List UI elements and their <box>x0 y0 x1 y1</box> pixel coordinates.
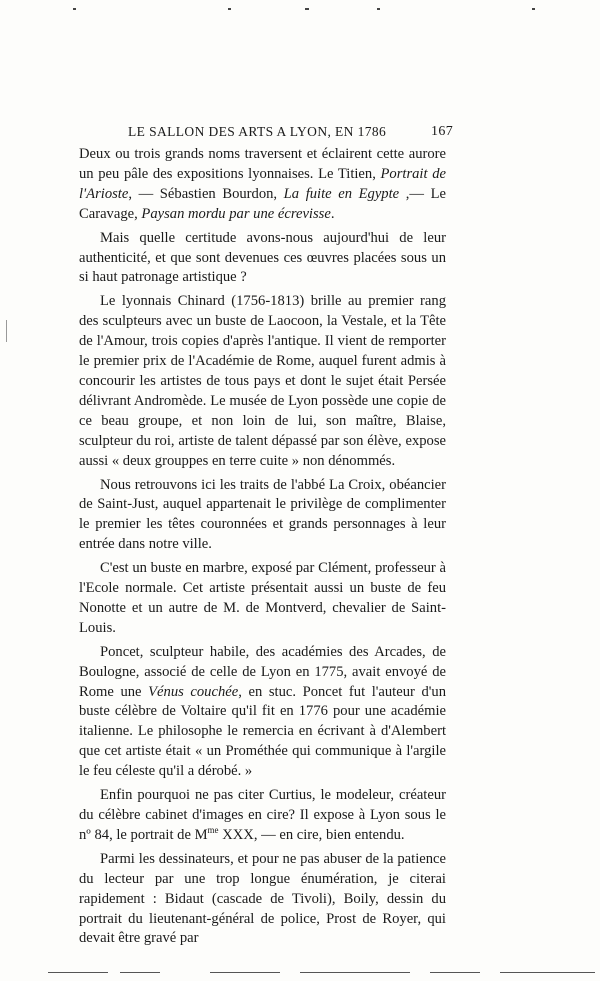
artwork-title: Portrait de l'Arioste <box>79 165 446 202</box>
paragraph-1 <box>79 145 446 225</box>
text-run: , en stuc. Poncet fut l'auteur d'un buste célèbre de Voltaire qu'il fit en 1776 pour une académie italienne. Le philosophe le remercia en écrivant à d'Alembert que cet artiste était « un Prométhée qui communique à l'argile le feu céleste qu'il a dérobé. » <box>79 683 446 780</box>
page-number: 167 <box>431 124 454 139</box>
scan-mark <box>228 8 231 10</box>
paragraph-6 <box>79 643 446 782</box>
text-run: ,— Le Caravage, <box>79 185 446 222</box>
margin-mark <box>6 320 7 342</box>
artwork-title: La fuite en Egypte <box>283 185 400 202</box>
artwork-title: Vénus couchée <box>148 683 239 700</box>
paragraph-4: Nous retrouvons ici les traits de l'abbé La Croix, obéancier de Saint-Just, auquel appartenait le privilège de complimenter le premier les têtes couronnées et grands personnages à leur entrée dans notre ville. <box>79 476 446 553</box>
text-run: Enfin pourquoi ne pas citer Curtius, le modeleur, créateur du célèbre cabinet d'images en cire? Il expose à Lyon sous le nº 84, le portrait de M <box>79 787 446 843</box>
text-run: Poncet, sculpteur habile, des académies des Arcades, de Boulogne, associé de celle de Lyon en 1775, avait envoyé de Rome une <box>79 643 446 700</box>
paragraph-5: C'est un buste en marbre, exposé par Clément, professeur à l'Ecole normale. Cet artiste présentait aussi un buste de feu Nonotte et un autre de M. de Montverd, chevalier de Saint-Louis. <box>79 560 446 636</box>
superscript: me <box>207 825 219 836</box>
paragraph-8: Parmi les dessinateurs, et pour ne pas abuser de la patience du lecteur par une trop longue énumération, je citerai rapidement : Bidaut (cascade de Tivoli), Boily, dessin du portrait du lieutenant-général de police, Prost de Royer, qui devait être gravé par <box>79 850 446 947</box>
scan-mark <box>305 8 309 10</box>
paragraph-3: Le lyonnais Chinard (1756-1813) brille au premier rang des sculpteurs avec un buste de Laocoon, la Vestale, et la Tête de l'Amour, trois copies d'après l'antique. Il vient de remporter le premier prix de l'Académie de Rome, auquel furent admis à concourir les artistes de tous pays et dont le sujet était Persée délivrant Andromède. Le musée de Lyon possède une copie de ce beau groupe, et non loin de lui, son maître, Blaise, sculpteur du roi, artiste de talent dépassé par son élève, expose aussi « deux grouppes en terre cuite » non dénommés. <box>79 293 446 469</box>
text-run: XXX, — en cire, bien entendu. <box>218 826 405 843</box>
scan-mark <box>120 972 160 973</box>
body-text <box>79 145 446 953</box>
scan-mark <box>300 972 410 973</box>
paragraph-7 <box>79 786 446 846</box>
scan-mark <box>430 972 480 973</box>
scan-mark <box>532 8 535 10</box>
scan-mark <box>377 8 380 10</box>
scan-mark <box>48 972 108 973</box>
paragraph-2: Mais quelle certitude avons-nous aujourd'hui de leur authenticité, et que sont devenues ces œuvres placées sous un si haut patronage artistique ? <box>79 229 446 286</box>
artwork-title: Paysan mordu par une écrevisse <box>141 205 331 222</box>
text-run: Deux ou trois grands noms traversent et éclairent cette aurore un peu pâle des expositions lyonnaises. Le Titien, <box>79 146 446 182</box>
scan-mark <box>210 972 280 973</box>
running-header <box>128 124 458 140</box>
running-title: LE SALLON DES ARTS A LYON, EN 1786 <box>128 124 387 139</box>
text-run: , — Sébastien Bourdon, <box>128 185 284 202</box>
scan-mark <box>500 972 595 973</box>
scan-mark <box>73 8 76 10</box>
text-run: . <box>330 205 335 222</box>
